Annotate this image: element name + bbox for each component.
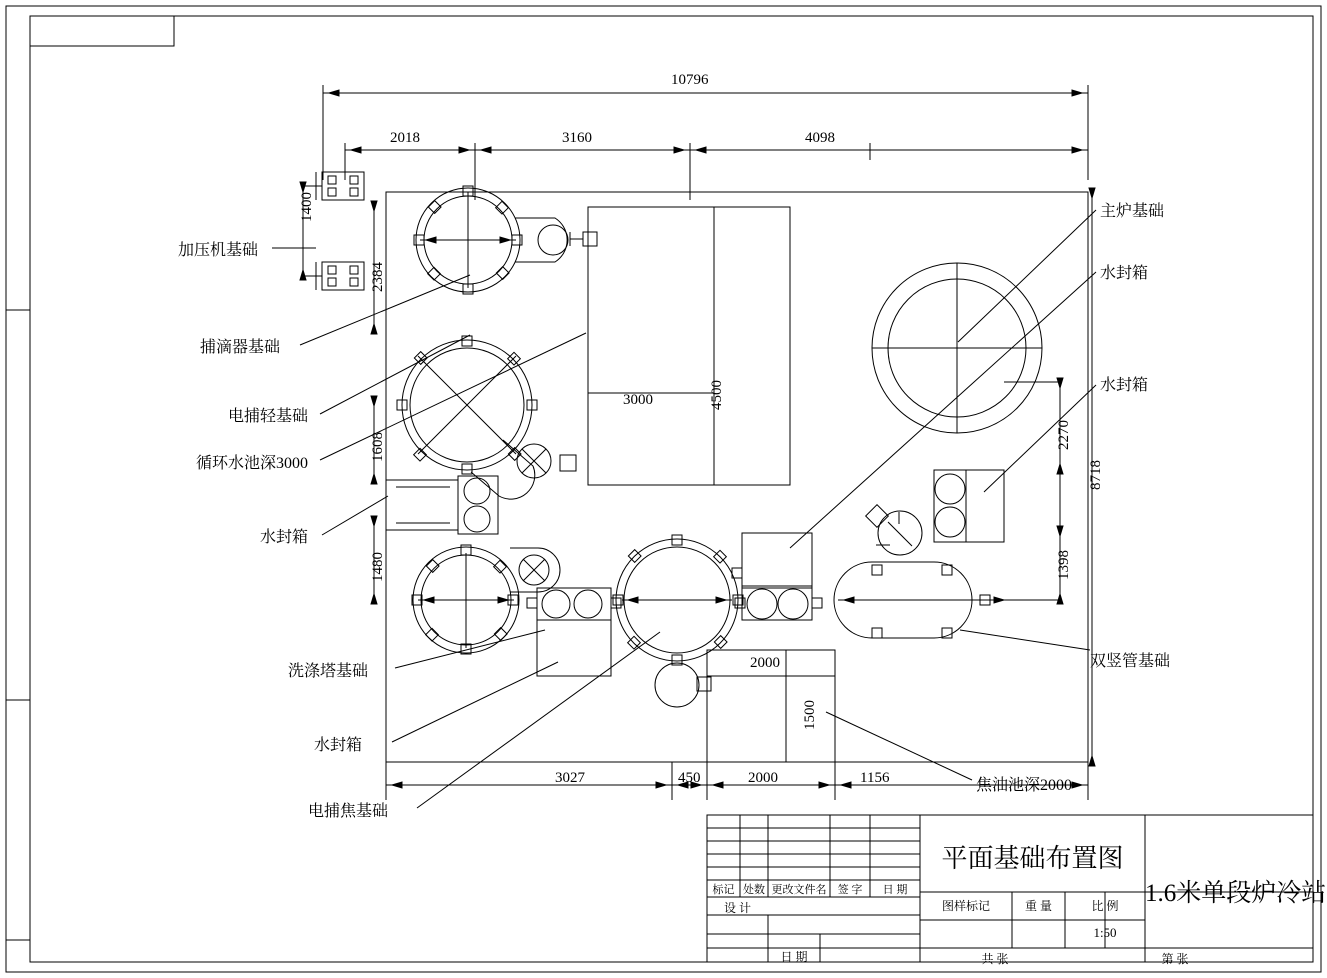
dim-right-2270: 2270: [1056, 420, 1072, 450]
tb-drawing-subtitle: 1.6米单段炉冷站: [1145, 880, 1327, 907]
callout-scrubber-foundation: 洗涤塔基础: [288, 663, 369, 680]
dim-bottom-seg-4: 1156: [860, 770, 890, 786]
tb-label-weight: 重 量: [1024, 899, 1052, 913]
callout-compressor-foundation: 加压机基础: [178, 242, 259, 259]
dim-box-4500: 4500: [709, 380, 725, 410]
callout-tar-pool: 焦油池深2000: [976, 777, 1073, 794]
dim-left-1400: 1400: [299, 192, 315, 222]
callout-water-seal-box-right-2: 水封箱: [1100, 377, 1149, 394]
dim-bottom-seg-3: 2000: [748, 770, 778, 786]
callout-main-furnace-foundation: 主炉基础: [1100, 203, 1165, 220]
dim-box-3000: 3000: [623, 392, 653, 408]
callout-circulating-pool: 循环水池深3000: [196, 455, 309, 472]
tb-label-date-bottom: 日 期: [780, 950, 808, 964]
dim-box-1500: 1500: [802, 700, 818, 730]
tb-label-drawing-mark: 图样标记: [941, 899, 990, 913]
tb-label-date-top: 日 期: [882, 884, 908, 896]
dim-top-seg-1: 2018: [390, 130, 420, 146]
dim-bottom-seg-1: 3027: [555, 770, 585, 786]
dim-box-2000-upper: 2000: [750, 655, 780, 671]
tb-label-design: 设 计: [723, 901, 751, 915]
callout-drip-catcher-foundation: 捕滴器基础: [200, 339, 281, 356]
tb-label-sheets-total: 共 张: [981, 952, 1009, 966]
dim-top-total: 10796: [671, 72, 709, 88]
callout-water-seal-box-left-2: 水封箱: [314, 737, 363, 754]
callout-tar-precipitator-foundation: 电捕焦基础: [308, 803, 389, 820]
dim-top-seg-3: 4098: [805, 130, 835, 146]
dim-top-seg-2: 3160: [562, 130, 592, 146]
callout-light-precipitator-foundation: 电捕轻基础: [228, 408, 309, 425]
dim-bottom-seg-2: 450: [678, 770, 701, 786]
callout-water-seal-box-left-1: 水封箱: [260, 529, 309, 546]
dim-left-2384: 2384: [370, 262, 386, 292]
dim-left-1480: 1480: [370, 552, 386, 582]
tb-label-signature: 签 字: [837, 884, 863, 896]
callout-double-riser-foundation: 双竖管基础: [1090, 653, 1171, 670]
tb-value-scale: 1:50: [1093, 925, 1117, 940]
callout-water-seal-box-right-1: 水封箱: [1100, 265, 1149, 282]
tb-label-mark: 标记: [712, 884, 735, 896]
dim-left-1608: 1608: [370, 432, 386, 462]
tb-label-sheet-no: 第 张: [1161, 952, 1189, 966]
tb-label-scale: 比 例: [1091, 899, 1119, 913]
tb-label-count: 处数: [743, 884, 765, 896]
tb-drawing-title: 平面基础布置图: [941, 844, 1124, 873]
dim-right-1398: 1398: [1056, 550, 1072, 580]
dim-right-total: 8718: [1088, 460, 1104, 490]
tb-label-changefile: 更改文件名: [771, 884, 827, 896]
